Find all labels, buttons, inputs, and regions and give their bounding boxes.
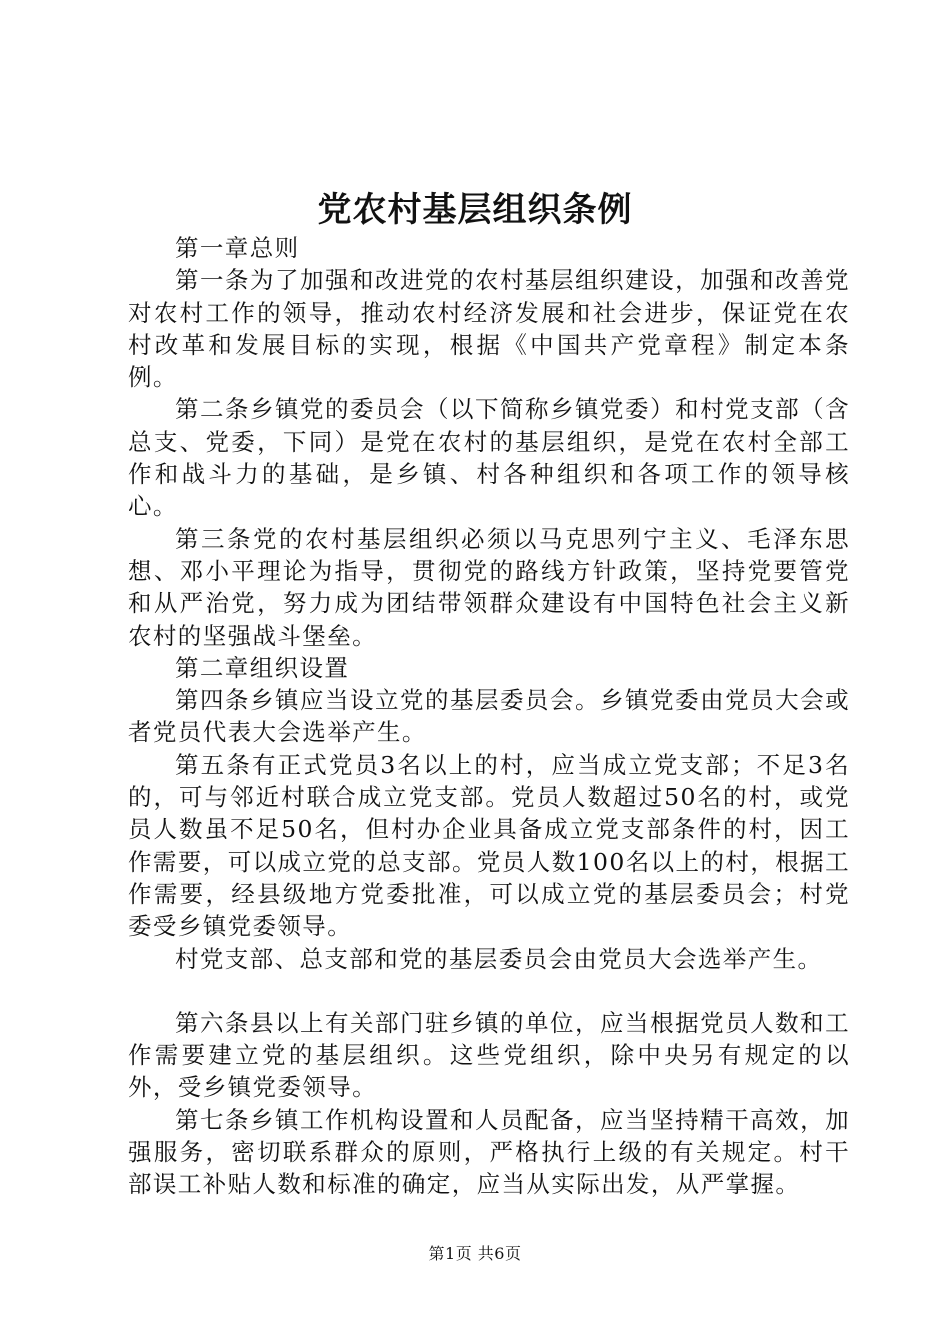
article-paragraph: 村党支部、总支部和党的基层委员会由党员大会选举产生。: [175, 944, 823, 973]
article-paragraph: 第七条乡镇工作机构设置和人员配备，应当坚持精干高效，加强服务，密切联系群众的原则，严格执行上级的有关规定。村干部误工补贴人数和标准的确定，应当从实际出发，从严掌握。: [128, 1105, 850, 1199]
document-title: 党农村基层组织条例: [317, 190, 633, 230]
article-paragraph: 第五条有正式党员3名以上的村，应当成立党支部；不足3名的，可与邻近村联合成立党支部。党员人数超过50名的村，或党员人数虽不足50名，但村办企业具备成立党支部条件的村，因工作需要，可以成立党的总支部。党员人数100名以上的村，根据工作需要，经县级地方党委批准，可以成立党的基层委员会；村党委受乡镇党委领导。: [128, 750, 850, 941]
document-body: [128, 232, 850, 1201]
article-paragraph: 第一条为了加强和改进党的农村基层组织建设，加强和改善党对农村工作的领导，推动农村经济发展和社会进步，保证党在农村改革和发展目标的实现，根据《中国共产党章程》制定本条例。: [128, 266, 850, 392]
article-paragraph: 第三条党的农村基层组织必须以马克思列宁主义、毛泽东思想、邓小平理论为指导，贯彻党的路线方针政策，坚持党要管党和从严治党，努力成为团结带领群众建设有中国特色社会主义新农村的坚强战斗堡垒。: [128, 524, 850, 650]
chapter-heading: 第一章总则: [175, 234, 300, 262]
page-number-footer: 第1页 共6页: [428, 1244, 522, 1263]
article-paragraph: 第四条乡镇应当设立党的基层委员会。乡镇党委由党员大会或者党员代表大会选举产生。: [128, 686, 850, 747]
chapter-heading: 第二章组织设置: [175, 653, 350, 682]
article-paragraph: 第二条乡镇党的委员会（以下简称乡镇党委）和村党支部（含总支、党委，下同）是党在农村的基层组织，是党在农村全部工作和战斗力的基础，是乡镇、村各种组织和各项工作的领导核心。: [128, 395, 850, 521]
article-paragraph: 第六条县以上有关部门驻乡镇的单位，应当根据党员人数和工作需要建立党的基层组织。这些党组织，除中央另有规定的以外，受乡镇党委领导。: [128, 1008, 850, 1102]
